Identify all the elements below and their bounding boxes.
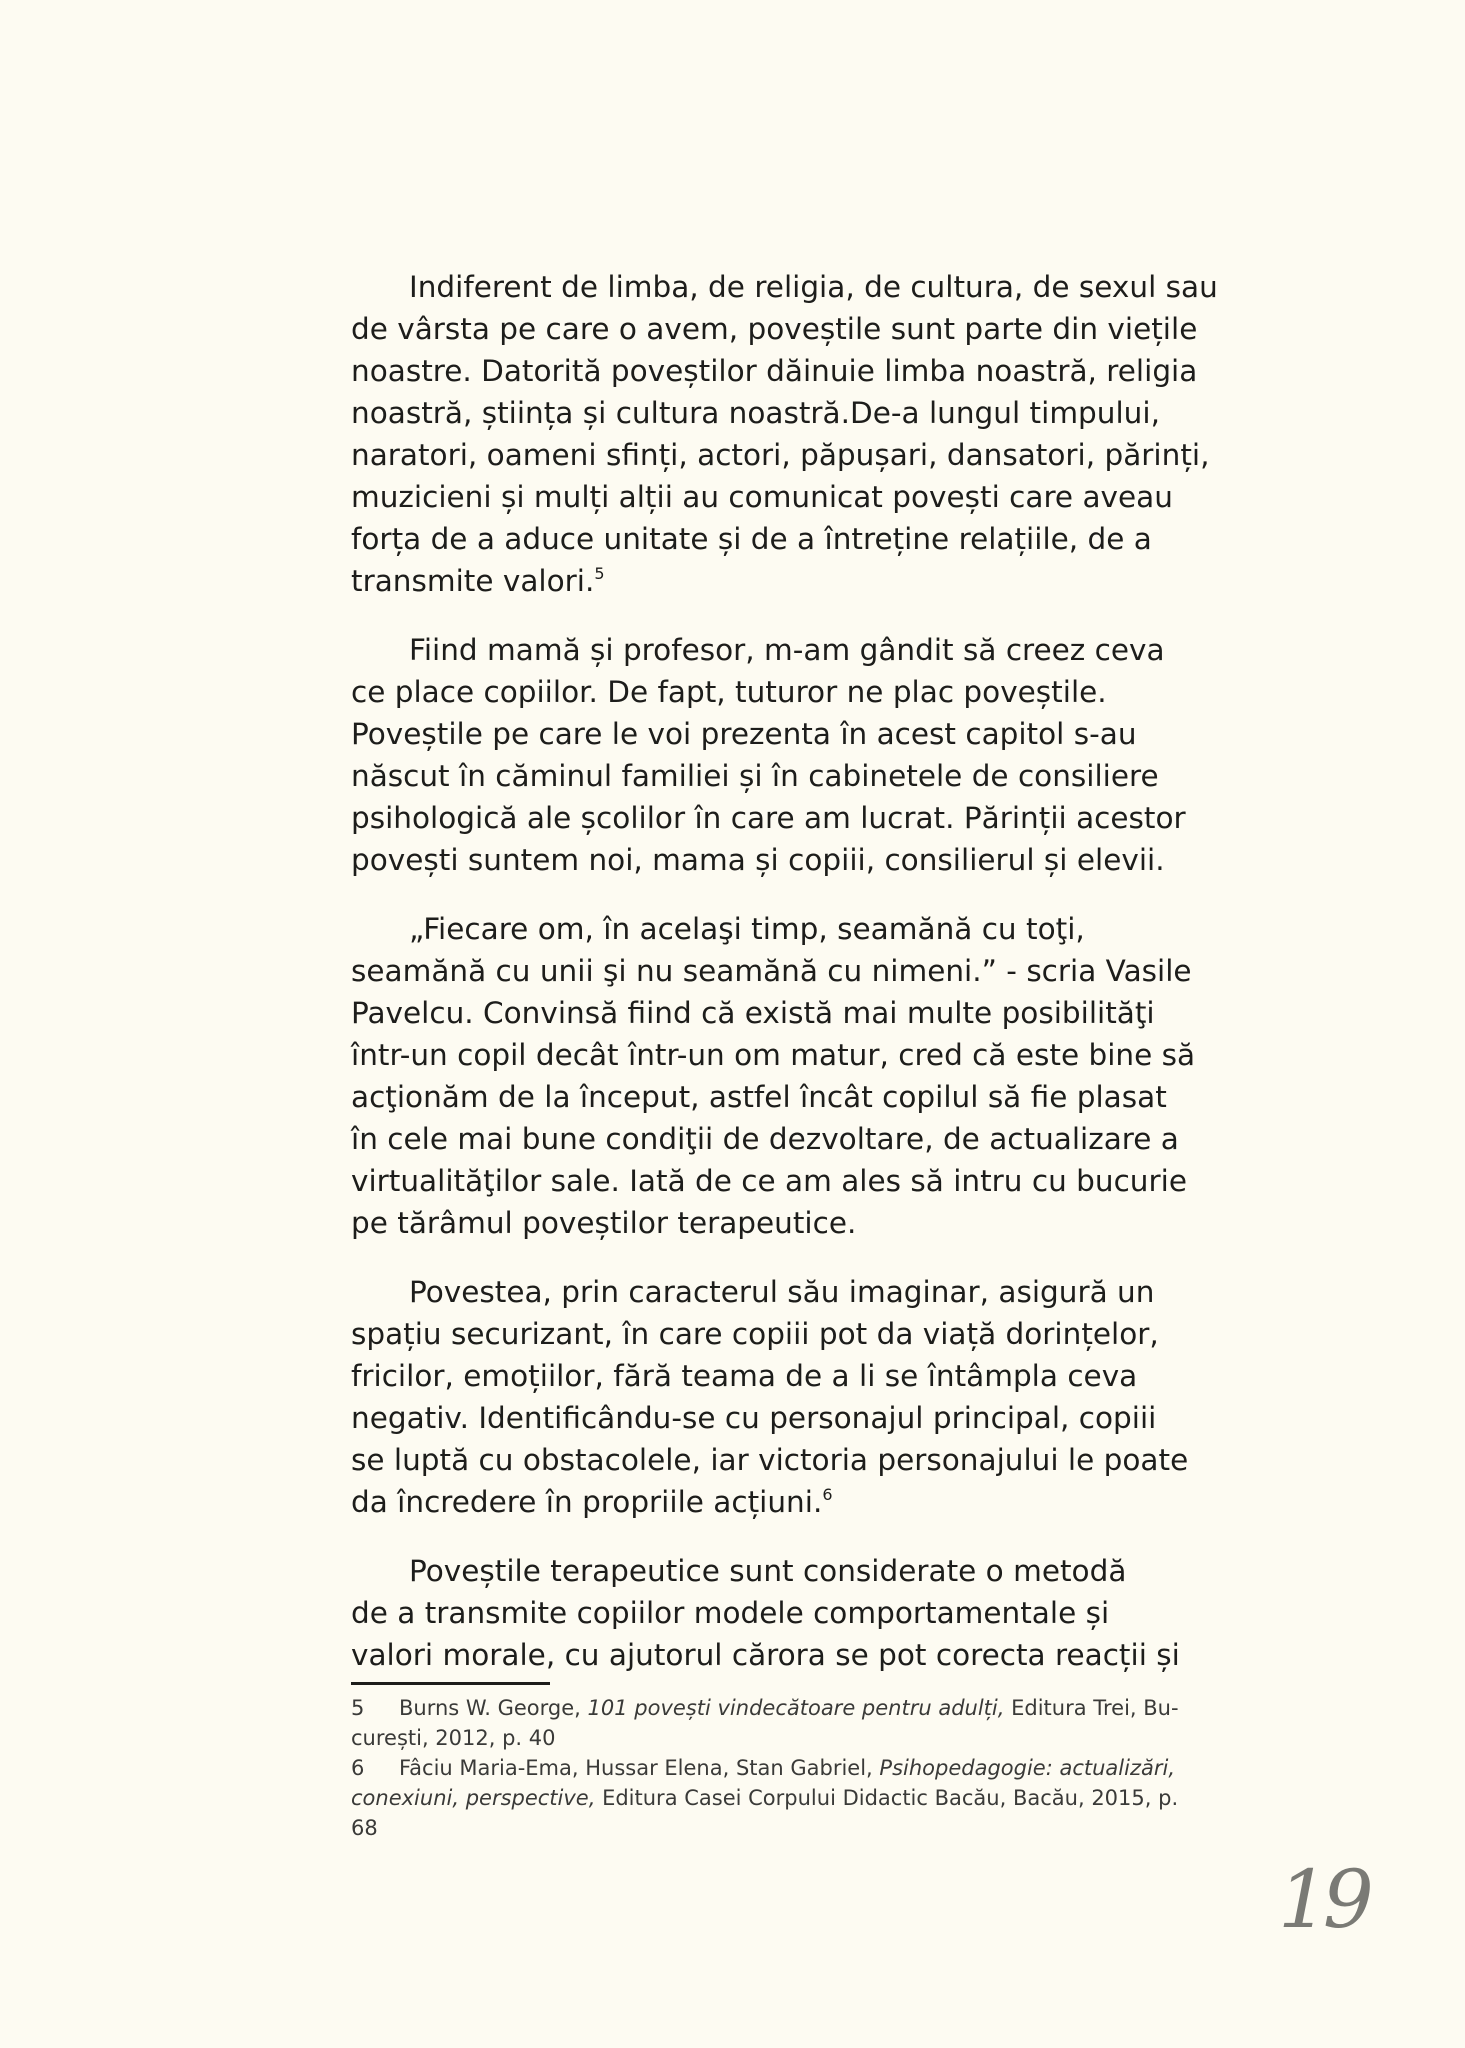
paragraph-1	[351, 266, 1231, 602]
text-line: acţionăm de la început, astfel încât copilul să fie plasat	[351, 1080, 1167, 1114]
text-line-content: da încredere în propriile acțiuni.	[351, 1485, 823, 1519]
footnote-number: 5	[351, 1696, 365, 1720]
text-line: Poveștile terapeutice sunt considerate o metodă	[409, 1554, 1127, 1588]
text-line: se luptă cu obstacolele, iar victoria personajului le poate	[351, 1443, 1189, 1477]
text-line: născut în căminul familiei și în cabinetele de consiliere	[351, 759, 1159, 793]
text-line-content: transmite valori.	[351, 564, 595, 598]
main-text	[351, 266, 1231, 1703]
footnote-author: Fâciu Maria-Ema, Hussar Elena, Stan Gabriel,	[399, 1756, 880, 1780]
footnote-author: Burns W. George,	[399, 1696, 588, 1720]
text-line: spațiu securizant, în care copiii pot da viață dorințelor,	[351, 1317, 1159, 1351]
footnote-line	[351, 1693, 1231, 1723]
text-line: într-un copil decât într-un om matur, cred că este bine să	[351, 1038, 1196, 1072]
footnote-line	[351, 1783, 1231, 1813]
paragraph-4	[351, 1271, 1231, 1523]
text-line: Povestea, prin caracterul său imaginar, asigură un	[409, 1275, 1155, 1309]
text-line: ce place copiilor. De fapt, tuturor ne plac poveștile.	[351, 675, 1107, 709]
footnotes	[351, 1693, 1231, 1843]
footnote-title: 101 povești vindecătoare pentru adulți,	[587, 1696, 1005, 1720]
page-number: 19	[1278, 1853, 1368, 1946]
footnote-line	[351, 1753, 1231, 1783]
text-line	[351, 1481, 1231, 1523]
footnote-separator	[351, 1682, 550, 1685]
text-line: seamănă cu unii şi nu seamănă cu nimeni.” - scria Vasile	[351, 954, 1192, 988]
paragraph-3	[351, 908, 1231, 1244]
footnote-line: curești, 2012, p. 40	[351, 1726, 556, 1750]
text-line: valori morale, cu ajutorul cărora se pot corecta reacții și	[351, 1638, 1180, 1672]
footnote-ref-5[interactable]: 5	[594, 564, 605, 583]
text-line: de a transmite copiilor modele comportamentale și	[351, 1596, 1110, 1630]
footnote-ref-6[interactable]: 6	[822, 1485, 833, 1504]
text-line: în cele mai bune condiţii de dezvoltare, de actualizare a	[351, 1122, 1179, 1156]
text-line: psihologică ale școlilor în care am lucrat. Părinții acestor	[351, 801, 1186, 835]
text-line: forța de a aduce unitate și de a întreține relațiile, de a	[351, 522, 1152, 556]
text-line: Pavelcu. Convinsă fiind că există mai multe posibilităţi	[351, 996, 1155, 1030]
footnote-number: 6	[351, 1756, 365, 1780]
text-line: muzicieni și mulți alții au comunicat povești care aveau	[351, 480, 1173, 514]
text-line: virtualităţilor sale. Iată de ce am ales să intru cu bucurie	[351, 1164, 1187, 1198]
text-line: negativ. Identificându-se cu personajul principal, copiii	[351, 1401, 1157, 1435]
paragraph-5	[351, 1550, 1231, 1676]
text-line: de vârsta pe care o avem, poveștile sunt parte din viețile	[351, 312, 1198, 346]
text-line: naratori, oameni sfinți, actori, păpușari, dansatori, părinți,	[351, 438, 1210, 472]
text-line: Poveștile pe care le voi prezenta în acest capitol s-au	[351, 717, 1137, 751]
text-line: povești suntem noi, mama și copiii, consilierul și elevii.	[351, 843, 1165, 877]
footnote-title: Psihopedagogie: actualizări,	[879, 1756, 1175, 1780]
footnote-line: 68	[351, 1816, 378, 1840]
text-line: pe tărâmul poveștilor terapeutice.	[351, 1206, 857, 1240]
text-line: Fiind mamă și profesor, m-am gândit să creez ceva	[409, 633, 1165, 667]
footnote-6	[351, 1753, 1231, 1843]
footnote-publisher: Editura Casei Corpului Didactic Bacău, Bacău, 2015, p.	[595, 1786, 1179, 1810]
footnote-publisher: Editura Trei, Bu-	[1004, 1696, 1179, 1720]
text-line: fricilor, emoțiilor, fără teama de a li se întâmpla ceva	[351, 1359, 1138, 1393]
footnote-title: conexiuni, perspective,	[351, 1786, 596, 1810]
text-line: noastră, știința și cultura noastră.De-a lungul timpului,	[351, 396, 1160, 430]
footnote-5	[351, 1693, 1231, 1753]
text-line: noastre. Datorită poveștilor dăinuie limba noastră, religia	[351, 354, 1198, 388]
text-line: „Fiecare om, în acelaşi timp, seamănă cu toţi,	[409, 912, 1085, 946]
paragraph-2	[351, 629, 1231, 881]
text-line	[351, 560, 1231, 602]
text-line: Indiferent de limba, de religia, de cultura, de sexul sau	[409, 270, 1218, 304]
